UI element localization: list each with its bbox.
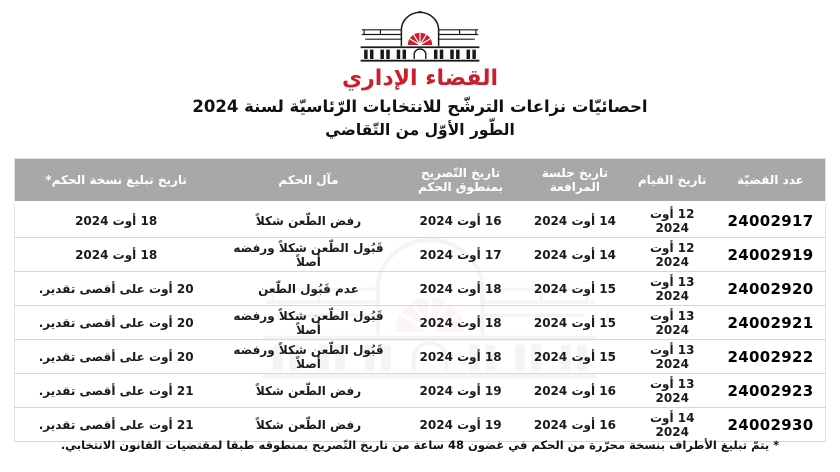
col-header-outcome: مآل الحكم bbox=[217, 159, 399, 203]
logo-organization-name: القضاء الإداري bbox=[341, 66, 499, 91]
hearing-date-cell: 15 أوت 2024 bbox=[521, 306, 628, 340]
col-header-hearing-date: تاريخ جلسة المرافعة bbox=[521, 159, 628, 203]
ruling-date-cell: 18 أوت 2024 bbox=[400, 272, 522, 306]
case-number-cell: 24002923 bbox=[716, 374, 825, 408]
outcome-cell: قَبُول الطّعن شكلاً ورفضه أصلاً bbox=[217, 340, 399, 374]
footnote: * يتمّ تبليغ الأطراف بنسخة محرّرة من الحكم في غضون 48 ساعة من تاريخ التّصريح بمنطوقه طبقا لمقتضيات القانون الانتخابي. bbox=[60, 438, 780, 452]
outcome-cell: رفض الطّعن شكلاً bbox=[217, 408, 399, 442]
notification-date-cell: 20 أوت على أقصى تقدير. bbox=[15, 306, 218, 340]
filing-date-cell: 12 أوت 2024 bbox=[628, 203, 716, 238]
outcome-cell: رفض الطّعن شكلاً bbox=[217, 203, 399, 238]
filing-date-cell: 13 أوت 2024 bbox=[628, 272, 716, 306]
notification-date-cell: 21 أوت على أقصى تقدير. bbox=[15, 374, 218, 408]
outcome-cell: رفض الطّعن شكلاً bbox=[217, 374, 399, 408]
filing-date-cell: 13 أوت 2024 bbox=[628, 306, 716, 340]
table-header bbox=[15, 159, 826, 203]
cases-statistics-table bbox=[14, 158, 826, 442]
outcome-cell: قَبُول الطّعن شكلاً ورفضه أصلاً bbox=[217, 306, 399, 340]
page-title: احصائيّات نزاعات الترشّح للانتخابات الرّئاسيّة لسنة 2024 bbox=[192, 97, 648, 116]
case-number-cell: 24002930 bbox=[716, 408, 825, 442]
ruling-date-cell: 18 أوت 2024 bbox=[400, 340, 522, 374]
filing-date-cell: 14 أوت 2024 bbox=[628, 408, 716, 442]
ruling-date-cell: 16 أوت 2024 bbox=[400, 203, 522, 238]
hearing-date-cell: 16 أوت 2024 bbox=[521, 408, 628, 442]
ruling-date-cell: 19 أوت 2024 bbox=[400, 374, 522, 408]
page-subtitle: الطّور الأوّل من التّقاضي bbox=[325, 121, 515, 139]
table-row bbox=[15, 306, 826, 340]
outcome-cell: قَبُول الطّعن شكلاً ورفضه أصلاً bbox=[217, 238, 399, 272]
case-number-cell: 24002921 bbox=[716, 306, 825, 340]
case-number-cell: 24002920 bbox=[716, 272, 825, 306]
notification-date-cell: 20 أوت على أقصى تقدير. bbox=[15, 272, 218, 306]
table-row bbox=[15, 340, 826, 374]
ruling-date-cell: 17 أوت 2024 bbox=[400, 238, 522, 272]
court-building-icon bbox=[356, 10, 484, 66]
ruling-date-cell: 18 أوت 2024 bbox=[400, 306, 522, 340]
case-number-cell: 24002917 bbox=[716, 203, 825, 238]
table-row bbox=[15, 238, 826, 272]
notification-date-cell: 18 أوت 2024 bbox=[15, 203, 218, 238]
outcome-cell: عدم قَبُول الطّعن bbox=[217, 272, 399, 306]
table-row bbox=[15, 272, 826, 306]
hearing-date-cell: 14 أوت 2024 bbox=[521, 238, 628, 272]
logo bbox=[0, 10, 840, 90]
col-header-notification-date: تاريخ تبليغ نسخة الحكم* bbox=[15, 159, 218, 203]
filing-date-cell: 13 أوت 2024 bbox=[628, 340, 716, 374]
ruling-date-cell: 19 أوت 2024 bbox=[400, 408, 522, 442]
case-number-cell: 24002919 bbox=[716, 238, 825, 272]
col-header-ruling-date: تاريخ التّصريح بمنطوق الحكم bbox=[400, 159, 522, 203]
col-header-case-number: عدد القضيّة bbox=[716, 159, 825, 203]
table-header-row bbox=[15, 159, 826, 203]
hearing-date-cell: 16 أوت 2024 bbox=[521, 374, 628, 408]
table-row bbox=[15, 374, 826, 408]
table-row bbox=[15, 203, 826, 238]
notification-date-cell: 18 أوت 2024 bbox=[15, 238, 218, 272]
filing-date-cell: 13 أوت 2024 bbox=[628, 374, 716, 408]
notification-date-cell: 20 أوت على أقصى تقدير. bbox=[15, 340, 218, 374]
table-row bbox=[15, 408, 826, 442]
filing-date-cell: 12 أوت 2024 bbox=[628, 238, 716, 272]
hearing-date-cell: 15 أوت 2024 bbox=[521, 340, 628, 374]
hearing-date-cell: 15 أوت 2024 bbox=[521, 272, 628, 306]
col-header-filing-date: تاريخ القيام bbox=[628, 159, 716, 203]
hearing-date-cell: 14 أوت 2024 bbox=[521, 203, 628, 238]
case-number-cell: 24002922 bbox=[716, 340, 825, 374]
notification-date-cell: 21 أوت على أقصى تقدير. bbox=[15, 408, 218, 442]
